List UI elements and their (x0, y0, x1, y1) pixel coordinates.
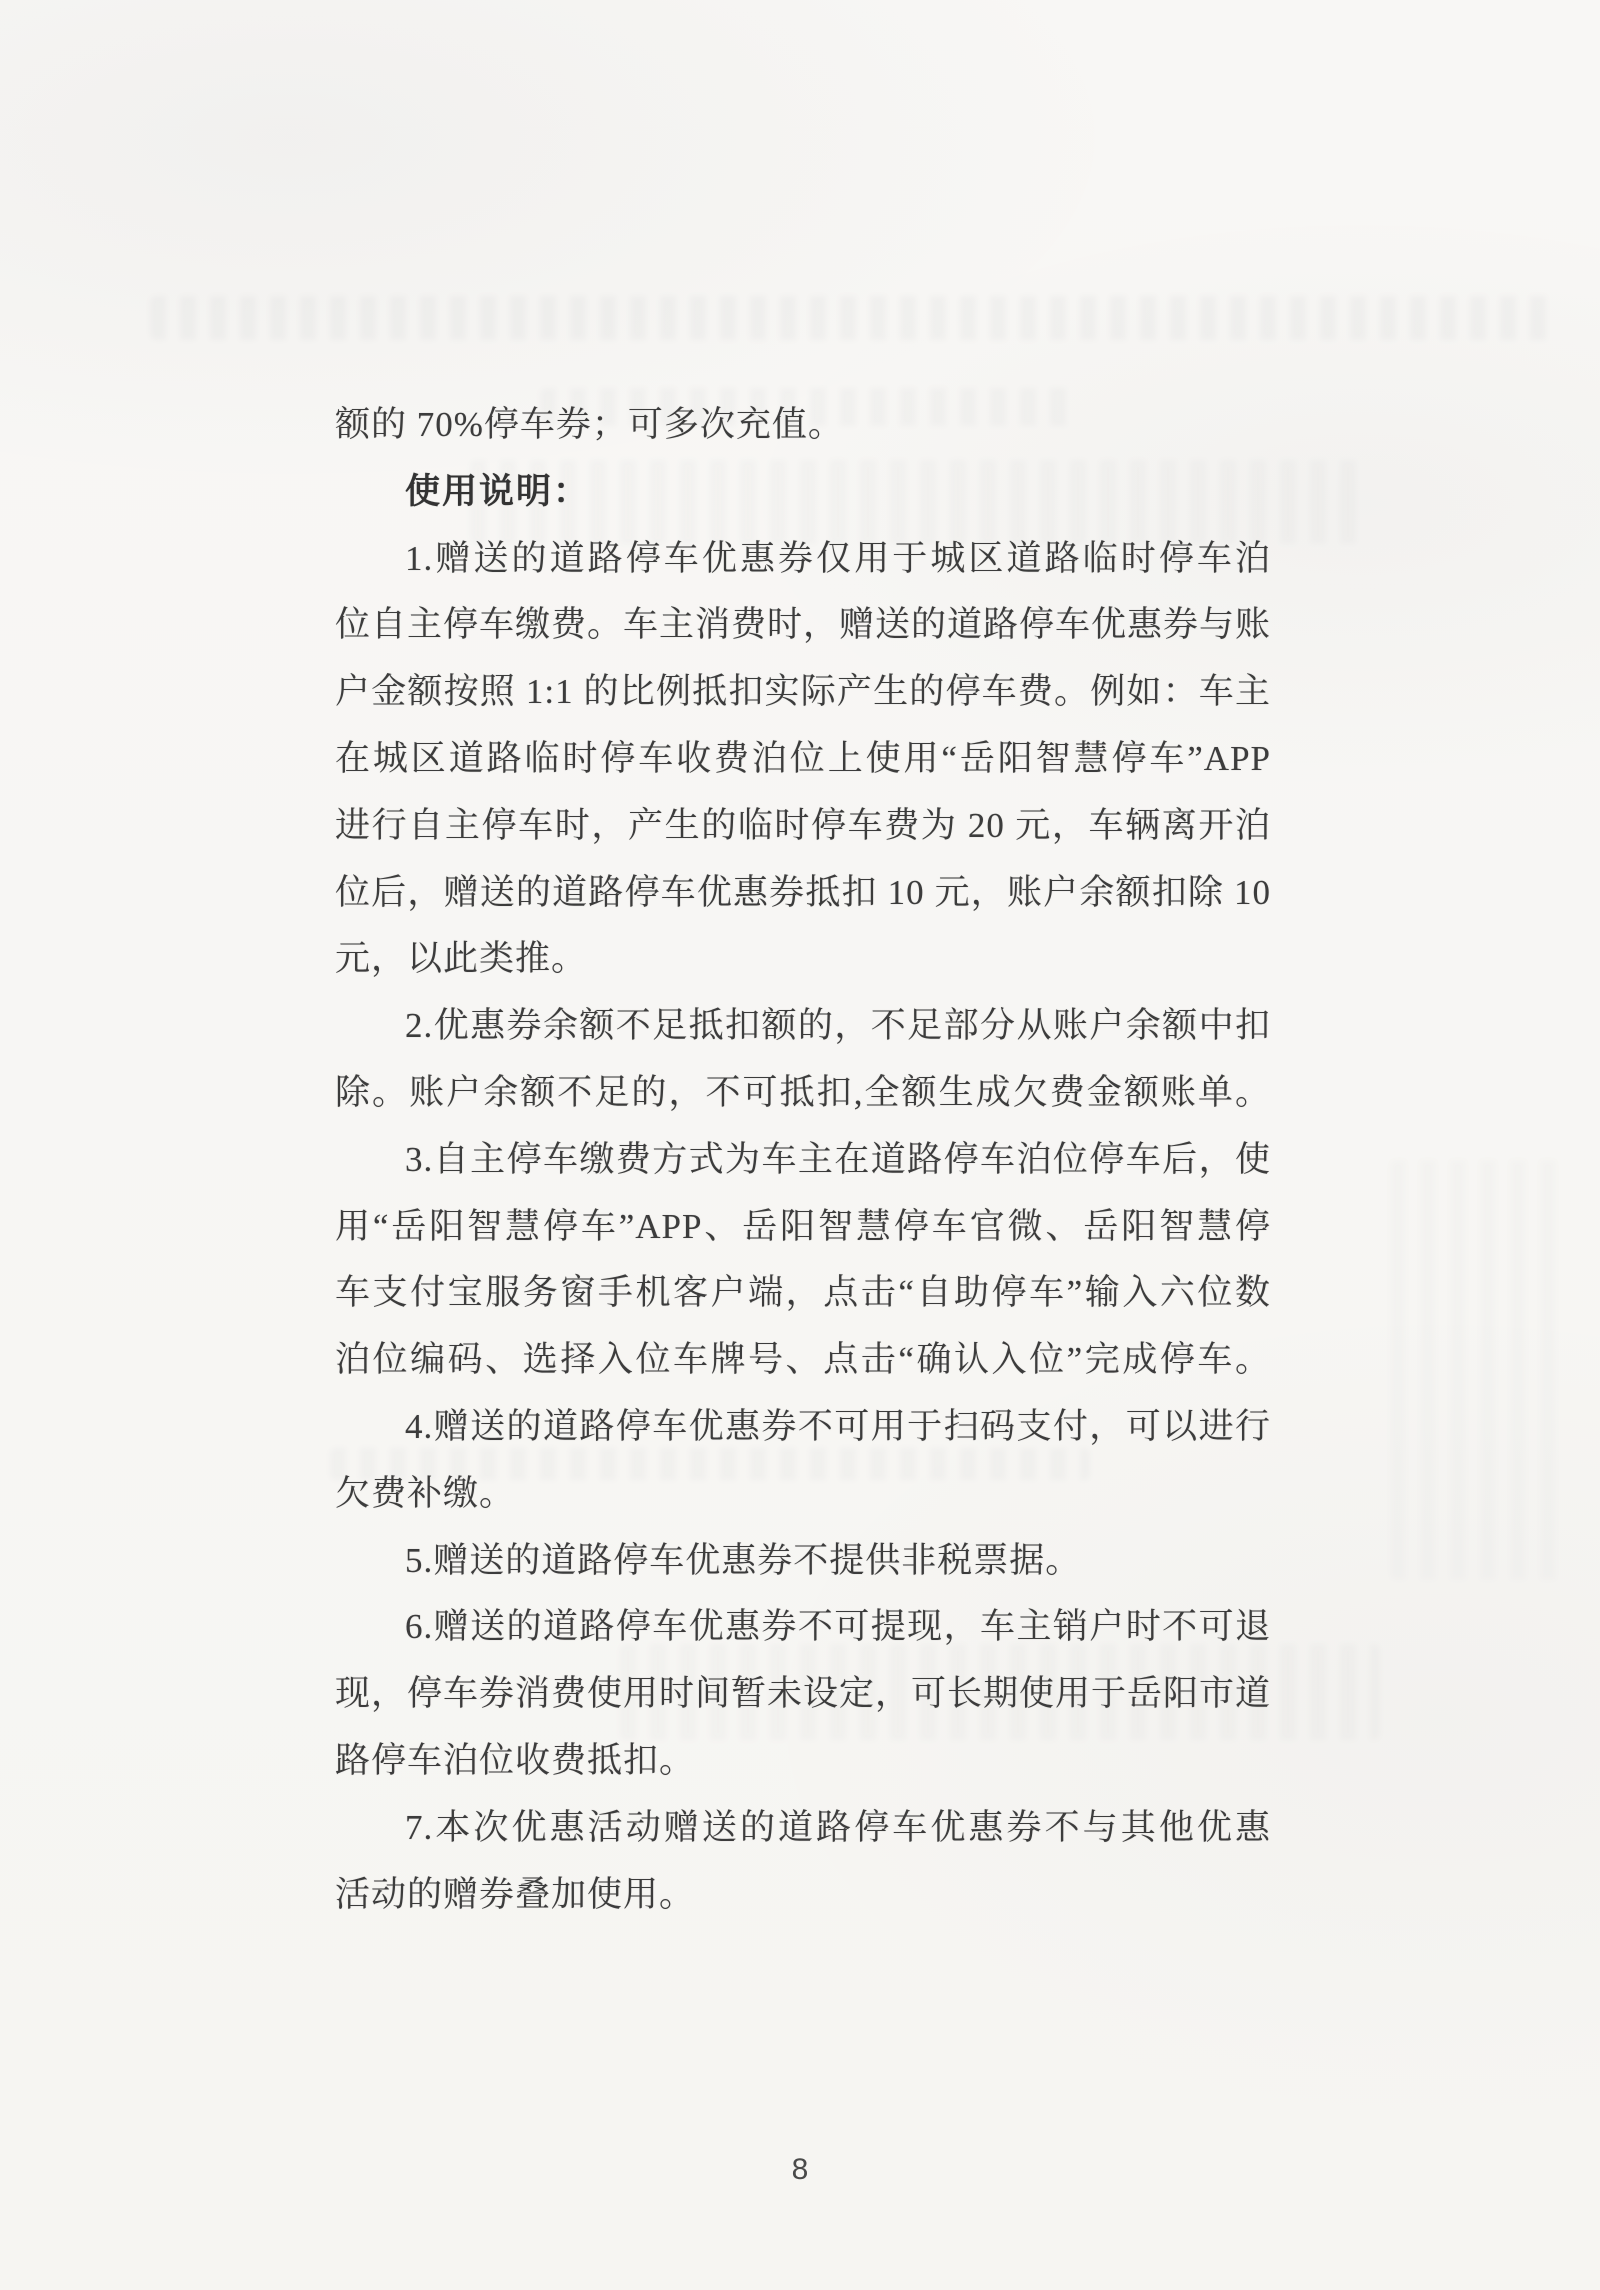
doc-line-item1-b: 位自主停车缴费。车主消费时，赠送的道路停车优惠券与账 (335, 605, 1272, 645)
bleedthrough-artifact (1390, 1160, 1560, 1580)
doc-line-item3-c: 车支付宝服务窗手机客户端，点击“自助停车”输入六位数 (335, 1273, 1271, 1313)
doc-line-item1-d: 在城区道路临时停车收费泊位上使用“岳阳智慧停车”APP (335, 738, 1271, 778)
doc-line-item3-a: 3.自主停车缴费方式为车主在道路停车泊位停车后，使 (405, 1139, 1271, 1179)
doc-line-item1-a: 1.赠送的道路停车优惠券仅用于城区道路临时停车泊 (405, 538, 1271, 578)
doc-line-item6-c: 路停车泊位收费抵扣。 (335, 1740, 696, 1780)
doc-line-item3-b: 用“岳阳智慧停车”APP、岳阳智慧停车官微、岳阳智慧停 (335, 1206, 1271, 1246)
doc-line-item6-b: 现，停车券消费使用时间暂未设定，可长期使用于岳阳市道 (335, 1674, 1272, 1714)
doc-line-item1-c: 户金额按照 1:1 的比例抵扣实际产生的停车费。例如：车主 (335, 672, 1271, 712)
doc-line-item7-a: 7.本次优惠活动赠送的道路停车优惠券不与其他优惠 (405, 1807, 1271, 1847)
bleedthrough-artifact (150, 296, 1550, 340)
doc-line-item4-b: 欠费补缴。 (335, 1473, 516, 1513)
doc-line-item2-b: 除。账户余额不足的，不可抵扣,全额生成欠费金额账单。 (335, 1072, 1271, 1112)
doc-line-item2-a: 2.优惠券余额不足抵扣额的，不足部分从账户余额中扣 (405, 1006, 1271, 1046)
doc-line-item1-g: 元，以此类推。 (335, 939, 588, 979)
doc-line-item6-a: 6.赠送的道路停车优惠券不可提现，车主销户时不可退 (405, 1607, 1271, 1647)
document-body (335, 392, 1271, 1928)
doc-line-item3-d: 泊位编码、选择入位车牌号、点击“确认入位”完成停车。 (335, 1340, 1271, 1380)
doc-line-item5: 5.赠送的道路停车优惠券不提供非税票据。 (405, 1540, 1082, 1580)
doc-line-item7-b: 活动的赠券叠加使用。 (335, 1874, 696, 1914)
continuation-line: 额的 70%停车券；可多次充值。 (335, 405, 844, 444)
doc-line-item1-f: 位后，赠送的道路停车优惠券抵扣 10 元，账户余额扣除 10 (335, 872, 1271, 912)
usage-instructions-heading: 使用说明： (405, 471, 591, 511)
page-number: 8 (791, 2153, 809, 2186)
doc-line-item1-e: 进行自主停车时，产生的临时停车费为 20 元，车辆离开泊 (335, 805, 1271, 845)
doc-line-item4-a: 4.赠送的道路停车优惠券不可用于扫码支付，可以进行 (405, 1406, 1271, 1446)
